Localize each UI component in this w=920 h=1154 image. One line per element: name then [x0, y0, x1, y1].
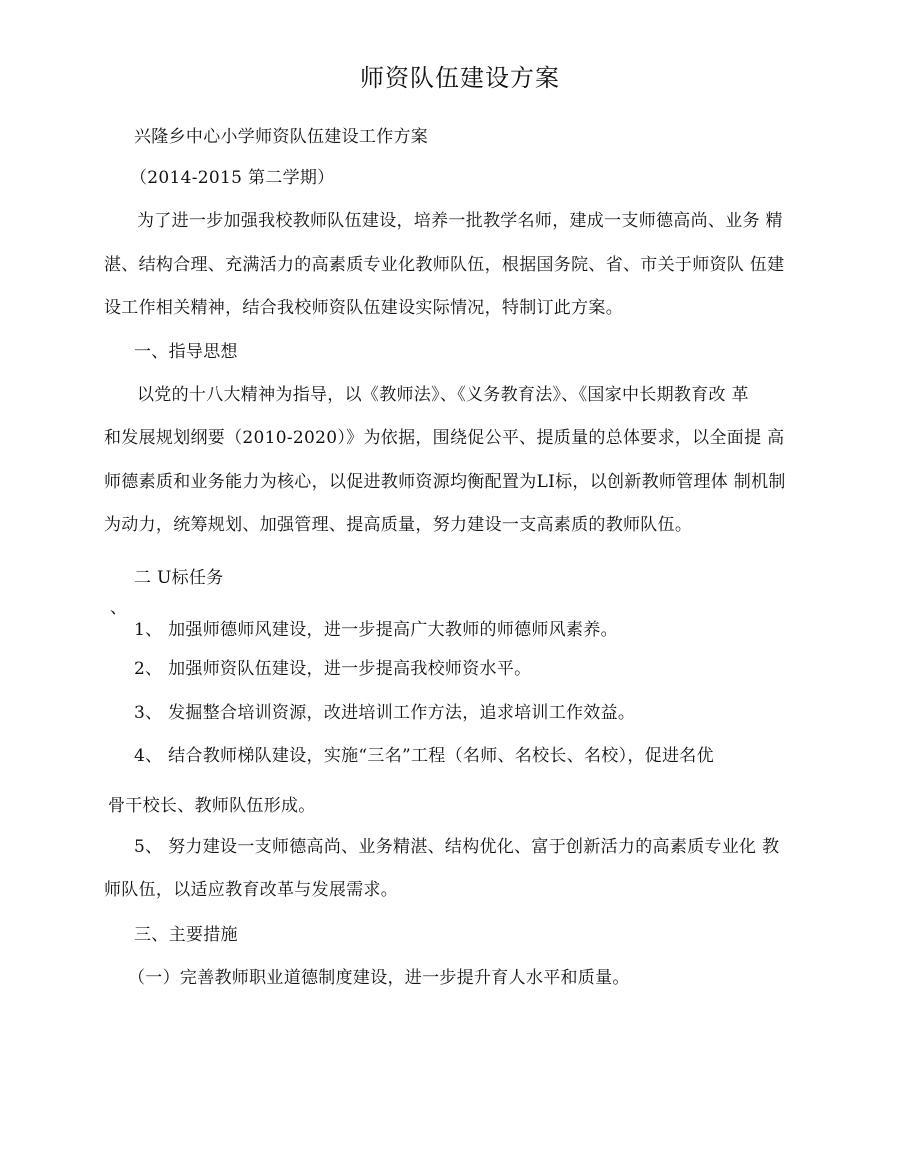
task-item: 1、 加强师德师风建设，进一步提高广大教师的师德师风素养。	[134, 620, 618, 640]
section-heading: 一、指导思想	[134, 342, 238, 362]
document-subtitle: 兴隆乡中心小学师资队伍建设工作方案	[134, 127, 429, 147]
section-line: 以党的十八大精神为指导，以《教师法》、《义务教育法》、《国家中长期教育改 革	[137, 385, 749, 405]
intro-line: 设工作相关精神，结合我校师资队伍建设实际情况，特制订此方案。	[104, 298, 623, 318]
task-item-cont: 骨干校长、教师队伍形成。	[108, 796, 316, 816]
page-title: 师资队伍建设方案	[360, 64, 560, 92]
section-line: 和发展规划纲要（2010-2020）》为依据，围绕促公平、提质量的总体要求，以全面提 高	[104, 428, 785, 448]
term-label: （2014-2015 第二学期）	[130, 168, 335, 188]
intro-line: 为了进一步加强我校教师队伍建设，培养一批教学名师，建成一支师德高尚、业务 精	[137, 211, 783, 231]
intro-line: 湛、结构合理、充满活力的高素质专业化教师队伍，根据国务院、省、市关于师资队 伍建	[104, 255, 785, 275]
task-item: 2、 加强师资队伍建设，进一步提高我校师资水平。	[134, 659, 532, 679]
task-item-cont: 师队伍，以适应教育改革与发展需求。	[104, 880, 399, 900]
subsection-heading: （一）完善教师职业道德制度建设，进一步提升育人水平和质量。	[128, 968, 630, 988]
task-item: 3、 发掘整合培训资源，改进培训工作方法，追求培训工作效益。	[134, 703, 636, 723]
section-line: 师德素质和业务能力为核心，以促进教师资源均衡配置为LI标，以创新教师管理体 制机制	[104, 472, 786, 492]
section-line: 为动力，统筹规划、加强管理、提高质量，努力建设一支高素质的教师队伍。	[104, 515, 693, 535]
stray-mark: 、	[110, 598, 128, 618]
section-heading: 三、主要措施	[134, 925, 238, 945]
task-item: 5、 努力建设一支师德高尚、业务精湛、结构优化、富于创新活力的高素质专业化 教	[134, 837, 780, 857]
section-heading: 二 U标任务	[134, 568, 224, 588]
task-item: 4、 结合教师梯队建设，实施“三名”工程（名师、名校长、名校），促进名优	[134, 746, 714, 766]
